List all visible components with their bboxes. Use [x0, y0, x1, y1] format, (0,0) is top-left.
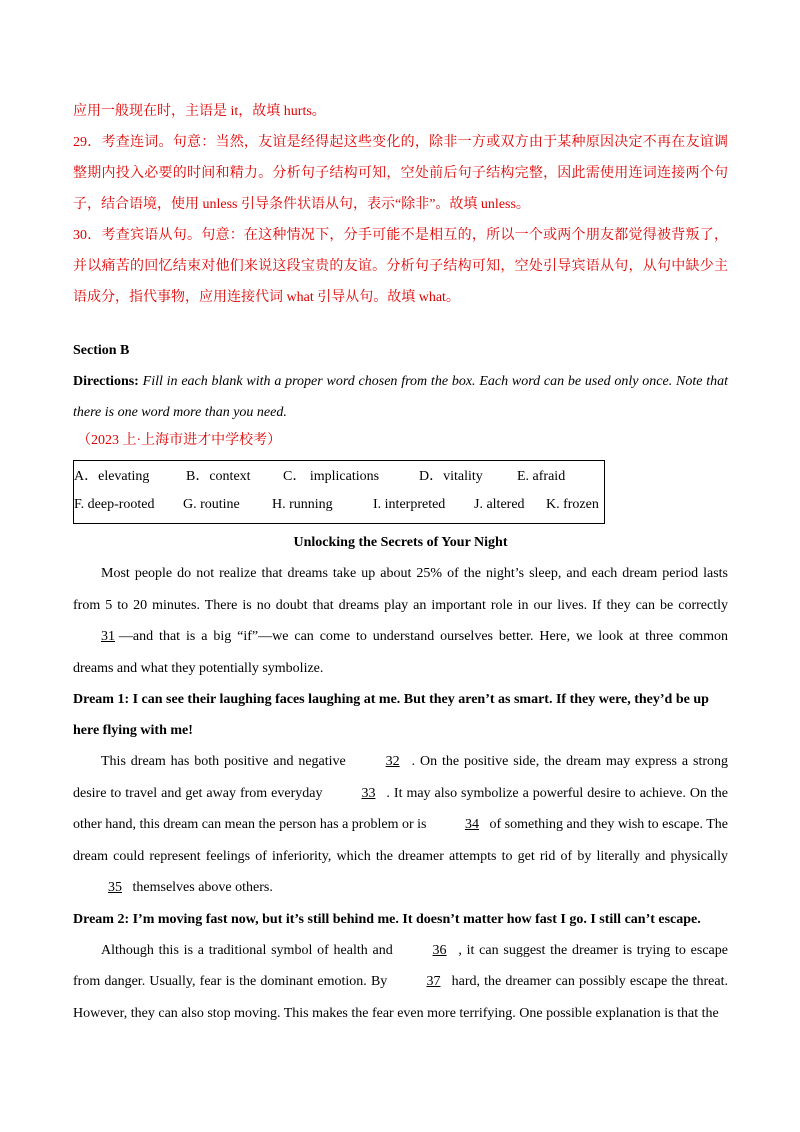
text-run: themselves above others.	[129, 880, 273, 895]
word-option: K. frozen	[546, 497, 599, 512]
word-box	[73, 460, 605, 524]
text-run: of something and they wish to escape. The dream could represent feelings of inferiority, which the dreamer attempts to get rid of by literally and physically	[73, 817, 729, 864]
word-option: I. interpreted	[373, 497, 446, 512]
directions-label: Directions:	[73, 374, 139, 389]
word-box-row	[74, 491, 604, 519]
blank-37: 37	[426, 974, 441, 989]
text-run: Although this is a traditional symbol of health and	[101, 942, 398, 958]
blank-35: 35	[108, 880, 122, 895]
text-run: , it can suggest the dreamer is trying to escape from danger. Usually, fear is the dominant emotion. By	[73, 942, 728, 989]
source-note: （2023 上·上海市进才中学校考）	[77, 433, 282, 448]
word-option: D．vitality	[419, 469, 483, 484]
blank-36: 36	[432, 942, 447, 958]
word-option: H. running	[272, 497, 333, 512]
answer-30: 30．考查宾语从句。句意：在这种情况下，分手可能不是相互的，所以一个或两个朋友都觉得被背叛了，并以痛苦的回忆结束对他们来说这段宝贵的友谊。分析句子结构可知，空处引导宾语从句，从句中缺少主语成分，指代事物，应用连接代词 what 引导从句。故填 what。	[73, 228, 728, 305]
section-heading: Section B	[73, 343, 130, 358]
dream-1-heading: Dream 1: I can see their laughing faces laughing at me. But they aren’t as smart. If they were, they’d be up here flying with me!	[73, 692, 709, 738]
directions-text: Fill in each blank with a proper word chosen from the box. Each word can be used only once. Note that there is one word more than you need.	[73, 374, 728, 420]
answer-28-tail: 应用一般现在时，主语是 it，故填 hurts。	[73, 104, 326, 119]
blank-34: 34	[464, 817, 479, 832]
blank-33: 33	[361, 785, 376, 801]
text-run: —and that is a big “if”—we can come to understand ourselves better. Here, we look at three common dreams and what they potentially symbolize.	[73, 629, 728, 676]
text-run: . On the positive side, the dream may express a strong desire to travel and get away from everyday	[73, 754, 729, 801]
passage-title: Unlocking the Secrets of Your Night	[293, 535, 508, 550]
text-run: . It may also symbolize a powerful desire to achieve. On the other hand, this dream can mean the person has a problem or is	[73, 785, 729, 832]
answer-29: 29．考查连词。句意：当然，友谊是经得起这些变化的，除非一方或双方由于某种原因决定不再在友谊调整期内投入必要的时间和精力。分析句子结构可知，空处前后句子结构完整，因此需使用连词连接两个句子，结合语境，使用 unless 引导条件状语从句，表示“除非”。故填 unless。	[73, 135, 728, 212]
word-option: J. altered	[474, 497, 525, 512]
paragraph-3	[73, 935, 728, 1030]
text-run: This dream has both positive and negative	[101, 754, 351, 769]
word-option: E. afraid	[517, 469, 566, 484]
text-run: Most people do not realize that dreams take up about 25% of the night’s sleep, and each dream period lasts from 5 to 20 minutes. There is no doubt that dreams play an important role in our lives. If they can be correctly	[73, 566, 728, 613]
directions	[73, 366, 728, 428]
blank-32: 32	[385, 754, 400, 769]
paragraph-2	[73, 746, 728, 904]
dream-2-heading: Dream 2: I’m moving fast now, but it’s still behind me. It doesn’t matter how fast I go. I still can’t escape.	[73, 911, 701, 927]
word-option: B．context	[186, 469, 251, 484]
word-option: C． implications	[283, 469, 380, 484]
word-box-row	[74, 463, 604, 491]
word-option: A．elevating	[74, 469, 150, 484]
blank-31: 31	[101, 629, 115, 644]
text-run: hard, the dreamer can possibly escape the threat. However, they can also stop moving. This makes the fear even more terrifying. One possible explanation is that the	[73, 974, 728, 1021]
document-page	[73, 96, 728, 1029]
word-option: G. routine	[183, 497, 240, 512]
paragraph-1	[73, 558, 728, 684]
word-option: F. deep-rooted	[74, 497, 155, 512]
